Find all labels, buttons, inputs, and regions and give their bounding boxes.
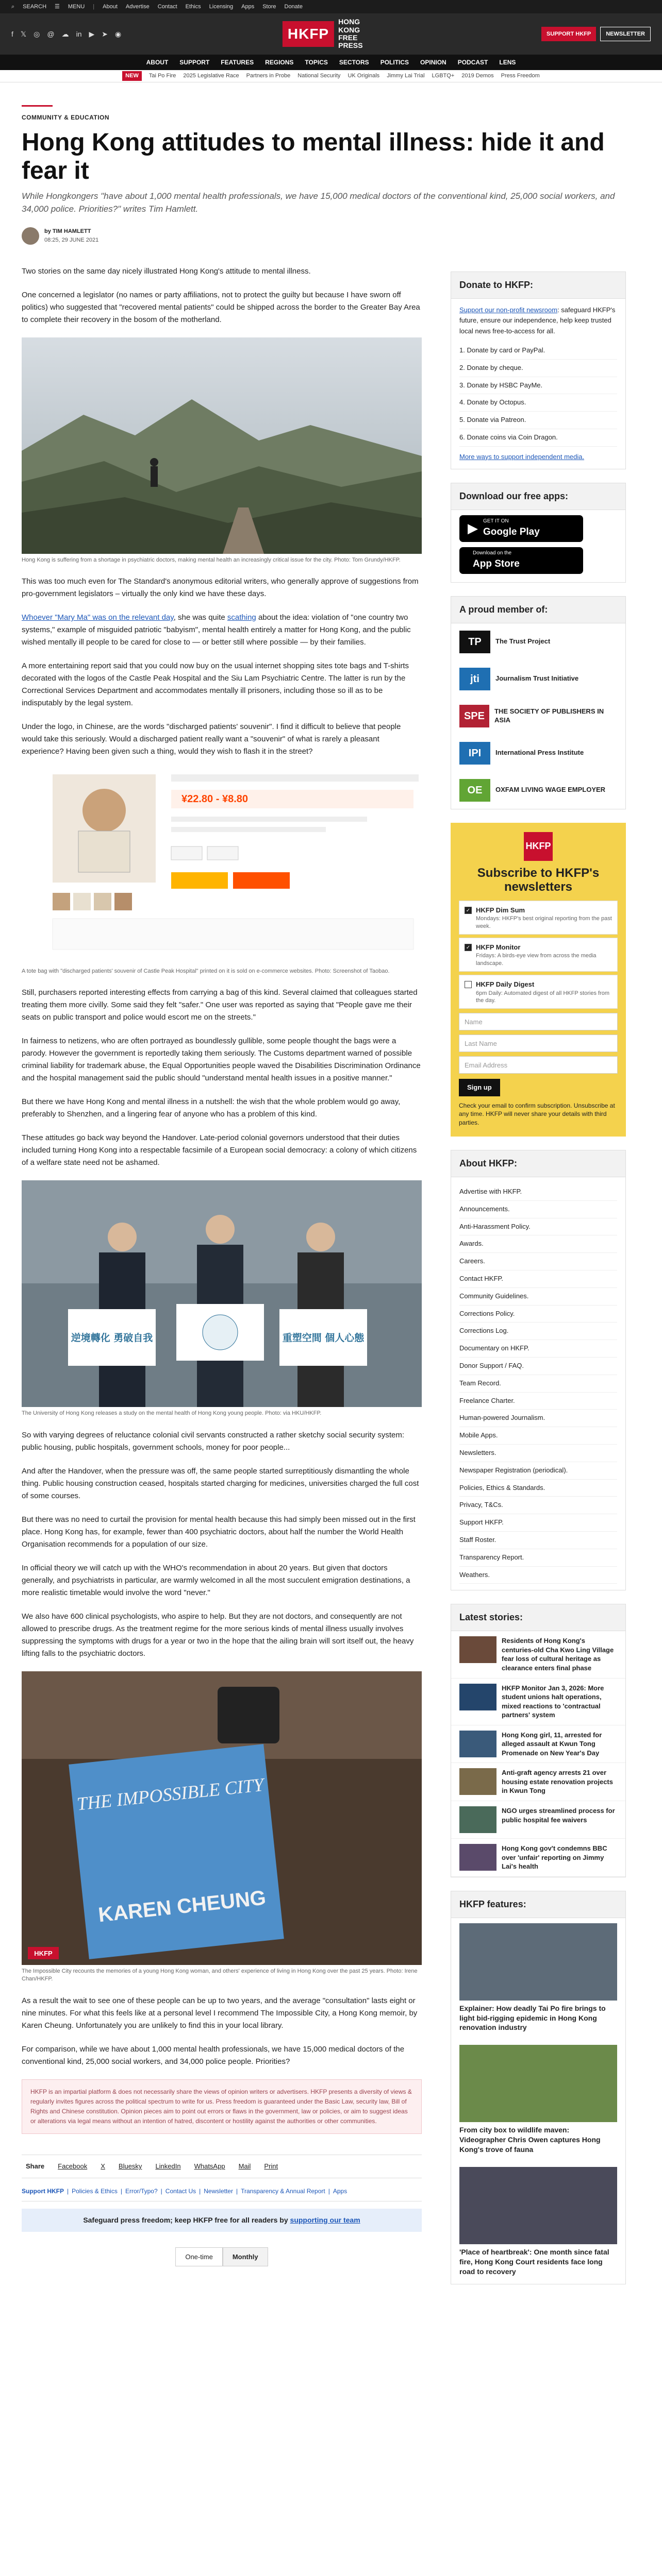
member-logo: TP: [459, 631, 490, 653]
feature-title[interactable]: 'Place of heartbreak': One month since fatal fire, Hong Kong Court residents face long road to recovery: [459, 2247, 609, 2276]
price-text: ¥22.80 - ¥8.80: [181, 793, 248, 805]
about-link[interactable]: Mobile Apps.: [459, 1427, 617, 1445]
story-title[interactable]: Residents of Hong Kong's centuries-old Cha Kwo Ling Village fear loss of cultural heritage as clearance enters final phase: [502, 1637, 614, 1672]
sign-text: 重塑空間 個人心態: [282, 1332, 365, 1344]
paragraph: One concerned a legislator (no names or party affiliations, not to protect the guilty but because I have sworn off politics) who suggested that "recovered mental patients" could be shipped across the border to the Greater Bay Area to complete their recovery in the bosom of the motherland.: [22, 290, 420, 324]
story-thumbnail: [459, 1731, 496, 1757]
standfirst: While Hongkongers "have about 1,000 mental health professionals, we have 15,000 medical doctors of the conventional kind, 25,000 social workers, and 34,000 police. Priorities?" writes Tim Hamlett.: [22, 191, 615, 214]
donate-method[interactable]: 6. Donate coins via Coin Dragon.: [459, 429, 617, 447]
about-link[interactable]: Donor Support / FAQ.: [459, 1358, 617, 1375]
topbar-contact[interactable]: Contact: [157, 3, 177, 10]
menu-icon[interactable]: ☰: [55, 3, 60, 10]
about-link[interactable]: Advertise with HKFP.: [459, 1183, 617, 1201]
story-item[interactable]: [451, 1679, 625, 1725]
feature-image: [459, 2045, 617, 2122]
about-link[interactable]: Staff Roster.: [459, 1532, 617, 1549]
newsletter-option[interactable]: HKFP Daily Digest 6pm Daily: Automated digest of all HKFP stories from the day.: [459, 975, 618, 1009]
member-name: The Trust Project: [495, 637, 551, 646]
figure-caption: The University of Hong Kong releases a study on the mental health of Hong Kong young people. Photo: via HKU/HKFP.: [22, 1410, 322, 1417]
paragraph: As a result the wait to see one of these people can be up to two years, and the average "consultation" lasts eight or nine minutes. For what this feels like at a personal level I recommend The Impossible City, a Hong Kong memoir, by Karen Cheung. Unfortunately you are unlikely to find this in your local library.: [22, 1996, 418, 2030]
story-item[interactable]: [451, 1631, 625, 1678]
story-title[interactable]: HKFP Monitor Jan 3, 2026: More student unions halt operations, mixed reactions to 'contractual partners' system: [502, 1684, 604, 1719]
publish-date: 08:25, 29 JUNE 2021: [44, 236, 99, 243]
hku-photo: [22, 1180, 422, 1407]
newsletter-option[interactable]: ✓ HKFP Monitor Fridays: A birds-eye view from across the media landscape.: [459, 938, 618, 972]
book-title: THE IMPOSSIBLE CITY: [76, 1774, 265, 1815]
about-link[interactable]: Human-powered Journalism.: [459, 1410, 617, 1427]
about-link[interactable]: Policies, Ethics & Standards.: [459, 1480, 617, 1497]
mary-ma-link[interactable]: Whoever "Mary Ma" was on the relevant day: [22, 613, 174, 622]
first-name-input[interactable]: Name: [459, 1013, 618, 1030]
topbar-about[interactable]: About: [103, 3, 118, 10]
about-link[interactable]: Transparency Report.: [459, 1549, 617, 1567]
member-name: OXFAM LIVING WAGE EMPLOYER: [495, 786, 606, 794]
story-thumbnail: [459, 1806, 496, 1833]
youtube-icon[interactable]: ▶: [89, 29, 95, 38]
about-link[interactable]: Anti-Harassment Policy.: [459, 1218, 617, 1236]
story-title[interactable]: NGO urges streamlined process for public hospital fee waivers: [502, 1806, 615, 1824]
policies-link[interactable]: Policies & Ethics: [72, 2187, 118, 2195]
app-store-button[interactable]: Download on the App Store: [459, 547, 583, 574]
paragraph: But there was no need to curtail the provision for mental health because this had simply been missed out in the first place. Hong Kong has, for example, fewer than 400 psychiatric doctors, about half the number the World Health Organisation recommends for a population of our size.: [22, 1515, 416, 1549]
about-link[interactable]: Community Guidelines.: [459, 1288, 617, 1306]
member-row[interactable]: [451, 772, 625, 809]
member-name: THE SOCIETY OF PUBLISHERS IN ASIA: [494, 707, 604, 724]
about-link[interactable]: Documentary on HKFP.: [459, 1340, 617, 1358]
monthly-option[interactable]: Monthly: [223, 2247, 268, 2267]
byline: [22, 227, 640, 245]
trending-item[interactable]: Press Freedom: [501, 73, 540, 79]
story-thumbnail: [459, 1844, 496, 1871]
google-play-button[interactable]: ▶ GET IT ON Google Play: [459, 515, 583, 542]
donate-box: Donate to HKFP: Support our non-profit newsroom: safeguard HKFP's future, ensure our independence, help keep trusted local news free-to-access for all. 1. Donate by card or PayPal. 2. Donate by cheque. 3. Donate by HSBC PayMe. 4. Donate by Octopus. 5. Donate via Patreon. 6. Donate coins via Coin Dragon. More ways to support independent media.: [451, 272, 626, 469]
donate-intro-link[interactable]: Support our non-profit newsroom: [459, 306, 558, 314]
newsletter-title: Subscribe to HKFP's newsletters: [477, 866, 600, 894]
story-item[interactable]: [451, 1725, 625, 1764]
features-box: [451, 1891, 626, 2284]
member-name: International Press Institute: [495, 749, 584, 757]
share-linkedin[interactable]: LinkedIn: [155, 2162, 181, 2171]
topbar-advertise[interactable]: Advertise: [125, 3, 150, 10]
support-links: Support HKFP | Policies & Ethics | Error/Typo? | Contact Us | Newsletter | Transparency & Annual Report | Apps: [22, 2187, 422, 2201]
support-hkfp-link[interactable]: Support HKFP: [22, 2187, 64, 2195]
nav-lens[interactable]: LENS: [499, 59, 516, 66]
top-bar: ⌕ SEARCH ☰ MENU | About Advertise Contact Ethics Licensing Apps Store Donate: [0, 0, 662, 13]
share-bluesky[interactable]: Bluesky: [118, 2162, 142, 2171]
story-item[interactable]: [451, 1839, 625, 1877]
share-x[interactable]: X: [101, 2162, 105, 2171]
paragraph: Under the logo, in Chinese, are the words "discharged patients' souvenir". I find it difficult to believe that people would take this seriously. Would a discharged patient really want a "souvenir" of what is rarely a pleasant experience? Having been given such a thing, would they wish to flash it in the street?: [22, 722, 401, 756]
checkbox[interactable]: ✓: [465, 944, 472, 951]
paragraph: This was too much even for The Standard's anonymous editorial writers, who generally approve of suggestions from pro-government legislators – virtually the only kind we have these days.: [22, 577, 419, 599]
email-input[interactable]: Email Address: [459, 1056, 618, 1074]
author-avatar: [22, 227, 39, 245]
share-facebook[interactable]: Facebook: [58, 2162, 88, 2171]
topbar-licensing[interactable]: Licensing: [209, 3, 234, 10]
paragraph: In official theory we will catch up with the WHO's recommendation in about 20 years. But given that doctors generally, and psychiatrists in particular, are warmly welcomed in all the most succulent emigration destinations, a more realistic timetable would involve the word "never.": [22, 1563, 410, 1597]
newsletter-box: [451, 823, 626, 1137]
member-name: Journalism Trust Initiative: [495, 674, 579, 683]
topbar-store[interactable]: Store: [262, 3, 276, 10]
error-link[interactable]: Error/Typo?: [125, 2187, 158, 2195]
figure-caption: Hong Kong is suffering from a shortage in psychiatric doctors, making mental health an increasingly critical issue for the city. Photo: Tom Grundy/HKFP.: [22, 556, 401, 563]
newsletter-option[interactable]: ✓ HKFP Dim Sum Mondays: HKFP's best original reporting from the past week.: [459, 901, 618, 935]
donate-title: Donate to HKFP:: [451, 272, 625, 299]
topbar-ethics[interactable]: Ethics: [185, 3, 201, 10]
about-box: [451, 1150, 626, 1590]
totebag-screenshot: [22, 769, 422, 965]
nav-podcast[interactable]: PODCAST: [457, 59, 488, 66]
nav-topics[interactable]: TOPICS: [305, 59, 328, 66]
story-title[interactable]: Hong Kong gov't condemns BBC over 'unfair' reporting on Jimmy Lai's health: [502, 1844, 607, 1871]
trending-item[interactable]: Jimmy Lai Trial: [387, 73, 425, 79]
about-link[interactable]: Corrections Log.: [459, 1323, 617, 1340]
apps-link[interactable]: Apps: [333, 2187, 347, 2195]
bluesky-icon[interactable]: ☁: [61, 29, 69, 38]
paragraph: Whoever "Mary Ma" was on the relevant day, she was quite scathing about the idea: violation of "one country two systems," example of misguided patriotic "babyism", mental health entirely a matter for Hong Kong, and the public wished mentally ill people to be cared for close to — or better still where possible — by their families.: [22, 613, 411, 647]
about-link[interactable]: Privacy, T&Cs.: [459, 1497, 617, 1514]
feature-title[interactable]: Explainer: How deadly Tai Po fire brings to light bid-rigging epidemic in Hong Kong renovation industry: [459, 2004, 606, 2032]
share-bar: [22, 2155, 422, 2178]
share-print[interactable]: Print: [264, 2162, 278, 2171]
site-logo[interactable]: [283, 18, 379, 50]
contact-link[interactable]: Contact Us: [165, 2187, 196, 2195]
features-title: HKFP features:: [451, 1891, 625, 1918]
book-photo: [22, 1671, 422, 1965]
nav-regions[interactable]: REGIONS: [265, 59, 294, 66]
donate-method[interactable]: 1. Donate by card or PayPal.: [459, 342, 617, 360]
topbar-donate[interactable]: Donate: [284, 3, 303, 10]
nav-support[interactable]: SUPPORT: [179, 59, 210, 66]
donate-method[interactable]: 4. Donate by Octopus.: [459, 394, 617, 412]
paragraph: In fairness to netizens, who are often portrayed as boundlessly gullible, some people thought the bags were a parody. However the government is reportedly taking them seriously. The Customs department warned of possible criminal liability for trademark abuse, the Equal Opportunities people waved the Disabilities Discrimination Ordinance and the hospital management said the public should "understand mental health issues in a positive manner.": [22, 1037, 421, 1083]
instagram-icon[interactable]: ◎: [34, 29, 40, 38]
category-link[interactable]: COMMUNITY & EDUCATION: [22, 114, 110, 121]
trending-item[interactable]: 2019 Demos: [461, 73, 494, 79]
paragraph: These attitudes go back way beyond the Handover. Late-period colonial governors understood that their duties included turning Hong Kong into a respectable facsimile of a European social democracy: a colony of which citizens of a welfare state need not be ashamed.: [22, 1133, 417, 1167]
nav-about[interactable]: ABOUT: [146, 59, 169, 66]
hkfp-badge: HKFP: [34, 1949, 53, 1957]
story-thumbnail: [459, 1684, 496, 1710]
story-item[interactable]: [451, 1763, 625, 1801]
linkedin-icon[interactable]: in: [76, 29, 82, 38]
site-header: [0, 13, 662, 55]
trending-item[interactable]: National Security: [297, 73, 341, 79]
member-row[interactable]: [451, 660, 625, 698]
author-name[interactable]: by TIM HAMLETT: [44, 228, 91, 235]
latest-box: [451, 1604, 626, 1877]
feature-image: [459, 2167, 617, 2244]
nav-opinion[interactable]: OPINION: [420, 59, 446, 66]
member-logo: IPI: [459, 742, 490, 765]
members-box: [451, 596, 626, 809]
member-row[interactable]: [451, 623, 625, 660]
paragraph: We also have 600 clinical psychologists, who aspire to help. But they are not doctors, and consequently are not allowed to prescribe drugs. As the treatment regime for the more serious kinds of mental illness usually involves suppressing the symptoms with drugs for a year or two in the hope that the ailing brain will sort itself out, the heavy lifting falls to the psychiatric doctors.: [22, 1612, 414, 1658]
figure-caption: A tote bag with "discharged patients' souvenir of Castle Peak Hospital" printed on it is sold on e-commerce websites. Photo: Screenshot of Taobao.: [22, 968, 390, 975]
newsletter-note: Check your email to confirm subscription. Unsubscribe at any time. HKFP will never share your details with third parties.: [459, 1101, 615, 1127]
trending-item[interactable]: 2025 Legislative Race: [183, 73, 239, 79]
trending-item[interactable]: LGBTQ+: [432, 73, 455, 79]
scathing-link[interactable]: scathing: [227, 613, 256, 622]
paragraph: A more entertaining report said that you could now buy on the usual internet shopping sites tote bags and T-shirts decorated with the logos of the Castle Peak Hospital and the Siu Lam Psychiatric Centre. The latter is run by the Correctional Services Department and accommodates mentally ill prisoners, including those so ill as to be indisputably by the legal system.: [22, 662, 409, 708]
checkbox[interactable]: ✓: [465, 907, 472, 914]
member-logo: jti: [459, 668, 490, 690]
figure-book: [22, 1671, 422, 1984]
latest-title: Latest stories:: [451, 1604, 625, 1631]
feature-image: [459, 1923, 617, 2001]
search-icon[interactable]: ⌕: [11, 3, 15, 10]
about-link[interactable]: Weathers.: [459, 1567, 617, 1584]
donate-method[interactable]: 2. Donate by cheque.: [459, 360, 617, 377]
search-link[interactable]: SEARCH: [23, 3, 47, 10]
paragraph: Two stories on the same day nicely illustrated Hong Kong's attitude to mental illness.: [22, 266, 311, 276]
nav-features[interactable]: FEATURES: [221, 59, 254, 66]
paragraph: And after the Handover, when the pressure was off, the same people started surreptitiously dismantling the whole thing. Public housing construction ceased, hospitals started charging for medicines, universities charged the full cost of some courses.: [22, 1466, 419, 1500]
feature-item[interactable]: [451, 2040, 625, 2162]
newsletter-button[interactable]: NEWSLETTER: [600, 27, 651, 42]
apps-box: [451, 483, 626, 583]
feature-item[interactable]: [451, 1918, 625, 2040]
figure-totebag: [22, 769, 422, 975]
trending-item[interactable]: UK Originals: [347, 73, 380, 79]
paragraph: Still, purchasers reported interesting effects from carrying a bag of this kind. Several claimed that colleagues started treating them more civilly. Some said they felt "safer." One user was reported as saying that "People gave me their seats on public transport and police would escort me on the streets.": [22, 988, 418, 1022]
figure-caption: The Impossible City recounts the memories of a young Hong Kong woman, and others' experience of living in Hong Kong over the past 25 years. Photo: Irene Chan/HKFP.: [22, 1968, 418, 1982]
figure-hku: [22, 1180, 422, 1417]
menu-link[interactable]: MENU: [68, 3, 85, 10]
article-header: [22, 82, 640, 245]
member-row[interactable]: [451, 735, 625, 772]
member-logo: OE: [459, 779, 490, 802]
sidebar: [451, 272, 626, 2298]
checkbox[interactable]: [465, 981, 472, 988]
share-mail[interactable]: Mail: [238, 2162, 251, 2171]
trending-bar: [0, 70, 662, 82]
donate-method[interactable]: 5. Donate via Patreon.: [459, 412, 617, 429]
story-thumbnail: [459, 1768, 496, 1795]
donate-method[interactable]: 3. Donate by HSBC PayMe.: [459, 377, 617, 395]
donation-frequency: [22, 2247, 422, 2267]
red-rule: [22, 105, 53, 107]
story-thumbnail: [459, 1636, 496, 1663]
main-nav: [0, 55, 662, 70]
opinion-disclaimer: HKFP is an impartial platform & does not necessarily share the views of opinion writers or advertisers. HKFP presents a diversity of views & regularly invites figures across the political spectrum to write for us. Press freedom is guaranteed under the Basic Law, security law, Bill of Rights and Chinese constitution. Opinion pieces aim to point out errors or flaws in the government, law or policies, or aim to suggest ideas or alterations via legal means without an intention of hatred, discontent or hostility against the authorities or other communities.: [22, 2079, 422, 2134]
story-title[interactable]: Anti-graft agency arrests 21 over housing estate renovation projects in Kwun Tong: [502, 1769, 613, 1795]
member-logo: SPE: [459, 705, 489, 727]
article-body: [22, 265, 422, 2298]
trending-item[interactable]: Tai Po Fire: [148, 73, 176, 79]
trending-item[interactable]: Partners in Probe: [246, 73, 291, 79]
story-title[interactable]: Hong Kong girl, 11, arrested for alleged assault at Kwun Tong Promenade on New Year's Day: [502, 1731, 602, 1757]
one-time-option[interactable]: One-time: [175, 2247, 222, 2267]
about-link[interactable]: Awards.: [459, 1235, 617, 1253]
article-title: Hong Kong attitudes to mental illness: hide it and fear it: [22, 129, 605, 185]
rss-icon[interactable]: ◉: [115, 29, 122, 38]
paragraph: For comparison, while we have about 1,000 mental health professionals, we have 15,000 medical doctors of the conventional kind, 25,000 social workers, and 34,000 police people. Priorities?: [22, 2044, 405, 2066]
paragraph: So with varying degrees of reluctance colonial civil servants constructed a rather sketchy social security system: public housing, public hospitals, government schools, money for poor people...: [22, 1430, 404, 1452]
story-item[interactable]: [451, 1801, 625, 1839]
about-link[interactable]: Team Record.: [459, 1375, 617, 1393]
google-play-icon: ▶: [468, 520, 478, 536]
about-link[interactable]: Freelance Charter.: [459, 1393, 617, 1410]
threads-icon[interactable]: @: [47, 29, 55, 38]
about-link[interactable]: Newsletters.: [459, 1445, 617, 1462]
about-link[interactable]: Careers.: [459, 1253, 617, 1270]
telegram-icon[interactable]: ➤: [102, 29, 108, 38]
new-badge: NEW: [122, 71, 142, 81]
social-links: [11, 29, 121, 40]
safeguard-banner: Safeguard press freedom; keep HKFP free for all readers by supporting our team: [22, 2209, 422, 2232]
support-team-link[interactable]: supporting our team: [290, 2215, 360, 2224]
hiker-photo: [22, 337, 422, 554]
figure-hiker: [22, 337, 422, 564]
member-row[interactable]: [451, 698, 625, 735]
nav-politics[interactable]: POLITICS: [380, 59, 409, 66]
last-name-input[interactable]: Last Name: [459, 1035, 618, 1052]
support-button[interactable]: SUPPORT HKFP: [541, 27, 596, 42]
about-link[interactable]: Announcements.: [459, 1201, 617, 1218]
feature-item[interactable]: [451, 2162, 625, 2284]
about-link[interactable]: Support HKFP.: [459, 1514, 617, 1532]
facebook-icon[interactable]: f: [11, 29, 13, 38]
newsletter-link[interactable]: Newsletter: [204, 2187, 233, 2195]
nav-sectors[interactable]: SECTORS: [339, 59, 369, 66]
sign-text: 逆境轉化 勇破自我: [71, 1332, 153, 1344]
logo-text: HONG KONG FREE PRESS: [338, 18, 363, 50]
more-ways-link[interactable]: More ways to support independent media.: [459, 452, 585, 461]
share-label: Share: [26, 2162, 45, 2171]
about-link[interactable]: Corrections Policy.: [459, 1306, 617, 1323]
apps-title: Download our free apps:: [451, 483, 625, 510]
transparency-link[interactable]: Transparency & Annual Report: [241, 2187, 325, 2195]
share-whatsapp[interactable]: WhatsApp: [194, 2162, 225, 2171]
about-link[interactable]: Contact HKFP.: [459, 1270, 617, 1288]
x-icon[interactable]: 𝕏: [20, 29, 27, 38]
topbar-apps[interactable]: Apps: [241, 3, 255, 10]
about-link[interactable]: Newspaper Registration (periodical).: [459, 1462, 617, 1480]
paragraph: But there we have Hong Kong and mental illness in a nutshell: the wish that the whole problem would go away, preferably to Shenzhen, and a lingering fear of anyone who has a problem of this kind.: [22, 1097, 401, 1119]
about-title: About HKFP:: [451, 1150, 625, 1177]
newsletter-logo: HKFP: [524, 832, 553, 861]
logo-mark: HKFP: [283, 21, 334, 47]
signup-button[interactable]: Sign up: [459, 1079, 500, 1096]
book-author: KAREN CHEUNG: [97, 1886, 267, 1927]
feature-title[interactable]: From city box to wildlife maven: Videographer Chris Owen captures Hong Kong's trove of fauna: [459, 2126, 601, 2154]
members-title: A proud member of:: [451, 597, 625, 623]
